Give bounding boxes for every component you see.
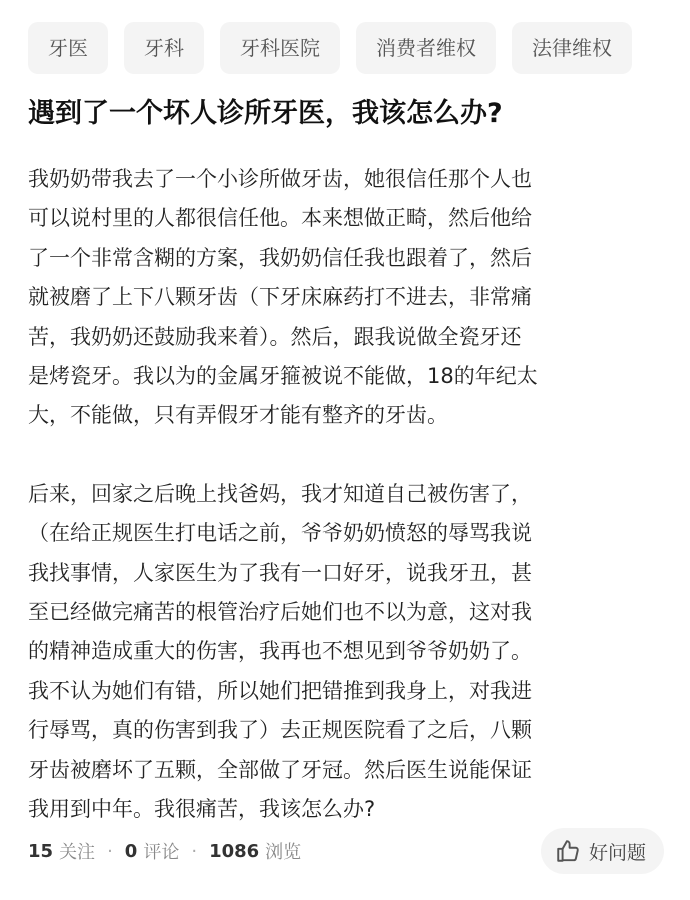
topic-tag[interactable]: 法律维权: [512, 22, 632, 74]
tag-scroll-fade: [650, 22, 690, 74]
body-line: 就被磨了上下八颗牙齿（下牙床麻药打不进去，非常痛: [28, 285, 532, 310]
body-line: 可以说村里的人都很信任他。本来想做正畸，然后他给: [28, 206, 532, 231]
good-question-label: 好问题: [588, 841, 646, 864]
body-line: 至已经做完痛苦的根管治疗后她们也不以为意，这对我: [28, 600, 532, 625]
body-line: 后来，回家之后晚上找爸妈，我才知道自己被伤害了，: [28, 481, 532, 506]
question-title: 遇到了一个坏人诊所牙医，我该怎么办?: [28, 98, 503, 129]
body-line: 大，不能做，只有弄假牙才能有整齐的牙齿。: [28, 403, 448, 428]
body-line: （在给正规医生打电话之前，爷爷奶奶愤怒的辱骂我说: [28, 521, 532, 546]
comment-count: 0: [124, 840, 138, 862]
question-body: [28, 160, 668, 830]
body-line: 牙齿被磨坏了五颗，全部做了牙冠。然后医生说能保证: [28, 757, 532, 782]
question-paragraph: [28, 160, 668, 436]
follow-label[interactable]: 关注: [59, 842, 96, 863]
body-line: 苦，我奶奶还鼓励我来着）。然后，跟我说做全瓷牙还: [28, 324, 522, 349]
body-line: 是烤瓷牙。我以为的金属牙箍被说不能做，18的年纪太: [28, 364, 538, 389]
question-footer: [28, 828, 664, 874]
stats-separator: ·: [107, 840, 113, 862]
question-stats: [28, 838, 301, 864]
body-line: 的精神造成重大的伤害，我再也不想见到爷爷奶奶了。: [28, 639, 532, 664]
stats-separator: ·: [191, 840, 198, 862]
topic-tag[interactable]: 牙医: [28, 22, 108, 74]
topic-tag-list: [28, 22, 632, 74]
topic-tag[interactable]: 消费者维权: [356, 22, 496, 74]
topic-tag[interactable]: 牙科医院: [220, 22, 340, 74]
paragraph-spacer: [28, 436, 668, 475]
body-line: 了一个非常含糊的方案，我奶奶信任我也跟着了，然后: [28, 245, 532, 270]
comment-label[interactable]: 评论: [143, 842, 180, 863]
thumbs-up-icon: [555, 838, 581, 864]
good-question-button[interactable]: [541, 828, 664, 874]
view-label: 浏览: [265, 842, 302, 863]
topic-tag[interactable]: 牙科: [124, 22, 204, 74]
body-line: 我用到中年。我很痛苦，我该怎么办?: [28, 797, 376, 822]
follow-count: 15: [28, 840, 54, 862]
body-line: 我不认为她们有错，所以她们把错推到我身上，对我进: [28, 678, 532, 703]
view-count: 1086: [209, 840, 260, 862]
body-line: 我找事情，人家医生为了我有一口好牙，说我牙丑，甚: [28, 560, 532, 585]
question-paragraph: [28, 475, 668, 830]
body-line: 我奶奶带我去了一个小诊所做牙齿，她很信任那个人也: [28, 167, 532, 191]
body-line: 行辱骂，真的伤害到我了）去正规医院看了之后，八颗: [28, 718, 532, 743]
